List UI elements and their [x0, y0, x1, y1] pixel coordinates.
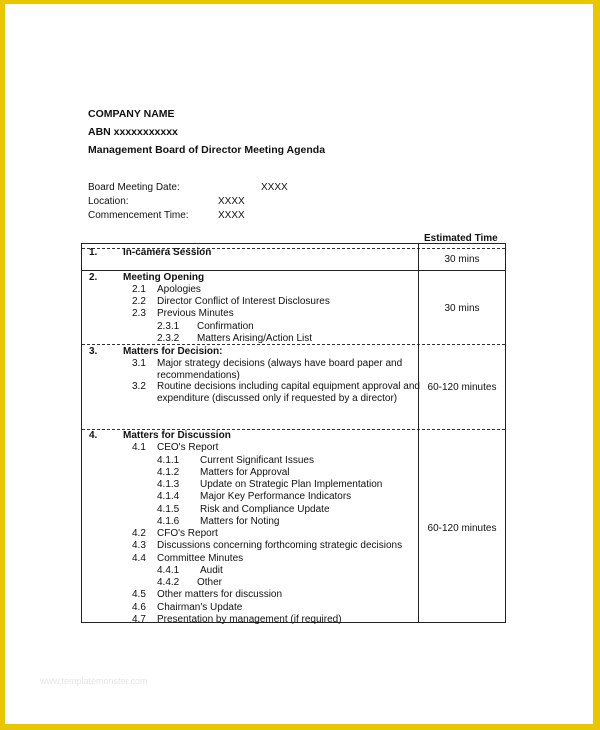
item-number: 4.1.2 [157, 467, 180, 478]
item-text: Current Significant Issues [200, 455, 314, 466]
item-number: 4.4.1 [157, 565, 180, 576]
location-label: Location: [88, 196, 129, 207]
agenda-title: Management Board of Director Meeting Agenda [88, 144, 326, 156]
item-number: 4.1.4 [157, 491, 180, 502]
section-title: Meeting Opening [123, 272, 205, 283]
item-number: 2.1 [132, 284, 146, 295]
item-text: CFO's Report [157, 528, 218, 539]
item-text: Director Conflict of Interest Disclosures [157, 296, 330, 307]
row-divider [82, 270, 505, 271]
meeting-date-value: XXXX [261, 182, 288, 193]
item-text: Matters for Approval [200, 467, 290, 478]
item-text: Routine decisions including capital equipment approval and [157, 381, 420, 392]
item-text: Other [197, 577, 223, 588]
estimated-time: 60-120 minutes [427, 523, 497, 534]
item-text: Major Key Performance Indicators [200, 491, 352, 502]
item-number: 4.4.2 [157, 577, 180, 588]
item-number: 4.7 [132, 614, 146, 625]
item-text: Matters Arising/Action List [197, 333, 313, 344]
estimated-time: 30 mins [444, 254, 480, 265]
meeting-date-label: Board Meeting Date: [88, 182, 180, 193]
commencement-label: Commencement Time: [88, 210, 189, 221]
item-text: Discussions concerning forthcoming strategic decisions [157, 540, 403, 551]
item-text: CEO's Report [157, 442, 219, 453]
section-number: 1. [89, 247, 98, 258]
item-text: Matters for Noting [200, 516, 280, 527]
item-number: 4.2 [132, 528, 146, 539]
estimated-time: 60-120 minutes [427, 382, 497, 393]
item-text: Committee Minutes [157, 553, 244, 564]
item-text: Major strategy decisions (always have board paper and [157, 358, 403, 369]
section-number: 4. [89, 430, 98, 441]
estimated-time: 30 mins [444, 303, 480, 314]
item-number: 4.5 [132, 589, 146, 600]
item-text-continued: recommendations) [157, 370, 240, 381]
item-number: 2.3.2 [157, 333, 180, 344]
section-number: 2. [89, 272, 98, 283]
watermark: www.templatemonster.com [40, 676, 148, 686]
column-divider [418, 244, 419, 622]
item-text: Risk and Compliance Update [200, 504, 330, 515]
item-text: Chairman's Update [157, 602, 243, 613]
section-title: Matters for Decision: [123, 346, 223, 357]
item-text: Audit [200, 565, 223, 576]
item-text-continued: expenditure (discussed only if requested by a director) [157, 393, 398, 404]
section-number: 3. [89, 346, 98, 357]
item-number: 4.1.5 [157, 504, 180, 515]
commencement-value: XXXX [218, 210, 245, 221]
item-number: 2.3 [132, 308, 146, 319]
item-number: 3.2 [132, 381, 146, 392]
abn-line: ABN xxxxxxxxxxx [88, 126, 178, 138]
item-number: 4.1.1 [157, 455, 180, 466]
section-title: Matters for Discussion [123, 430, 231, 441]
item-number: 2.3.1 [157, 321, 180, 332]
item-number: 4.4 [132, 553, 146, 564]
item-text: Previous Minutes [157, 308, 234, 319]
item-text: Apologies [157, 284, 201, 295]
item-number: 4.1 [132, 442, 146, 453]
item-text: Confirmation [197, 321, 254, 332]
item-number: 4.3 [132, 540, 146, 551]
section-title: In-camera Session [123, 247, 212, 258]
company-name: COMPANY NAME [88, 108, 175, 120]
item-number: 4.6 [132, 602, 146, 613]
item-number: 3.1 [132, 358, 146, 369]
item-number: 4.1.3 [157, 479, 180, 490]
location-value: XXXX [218, 196, 245, 207]
item-number: 2.2 [132, 296, 146, 307]
item-number: 4.1.6 [157, 516, 180, 527]
estimated-time-header: Estimated Time [424, 233, 498, 244]
agenda-table [81, 243, 506, 623]
row-divider [82, 344, 505, 345]
item-text: Update on Strategic Plan Implementation [200, 479, 383, 490]
item-text: Presentation by management (if required) [157, 614, 342, 625]
item-text: Other matters for discussion [157, 589, 283, 600]
